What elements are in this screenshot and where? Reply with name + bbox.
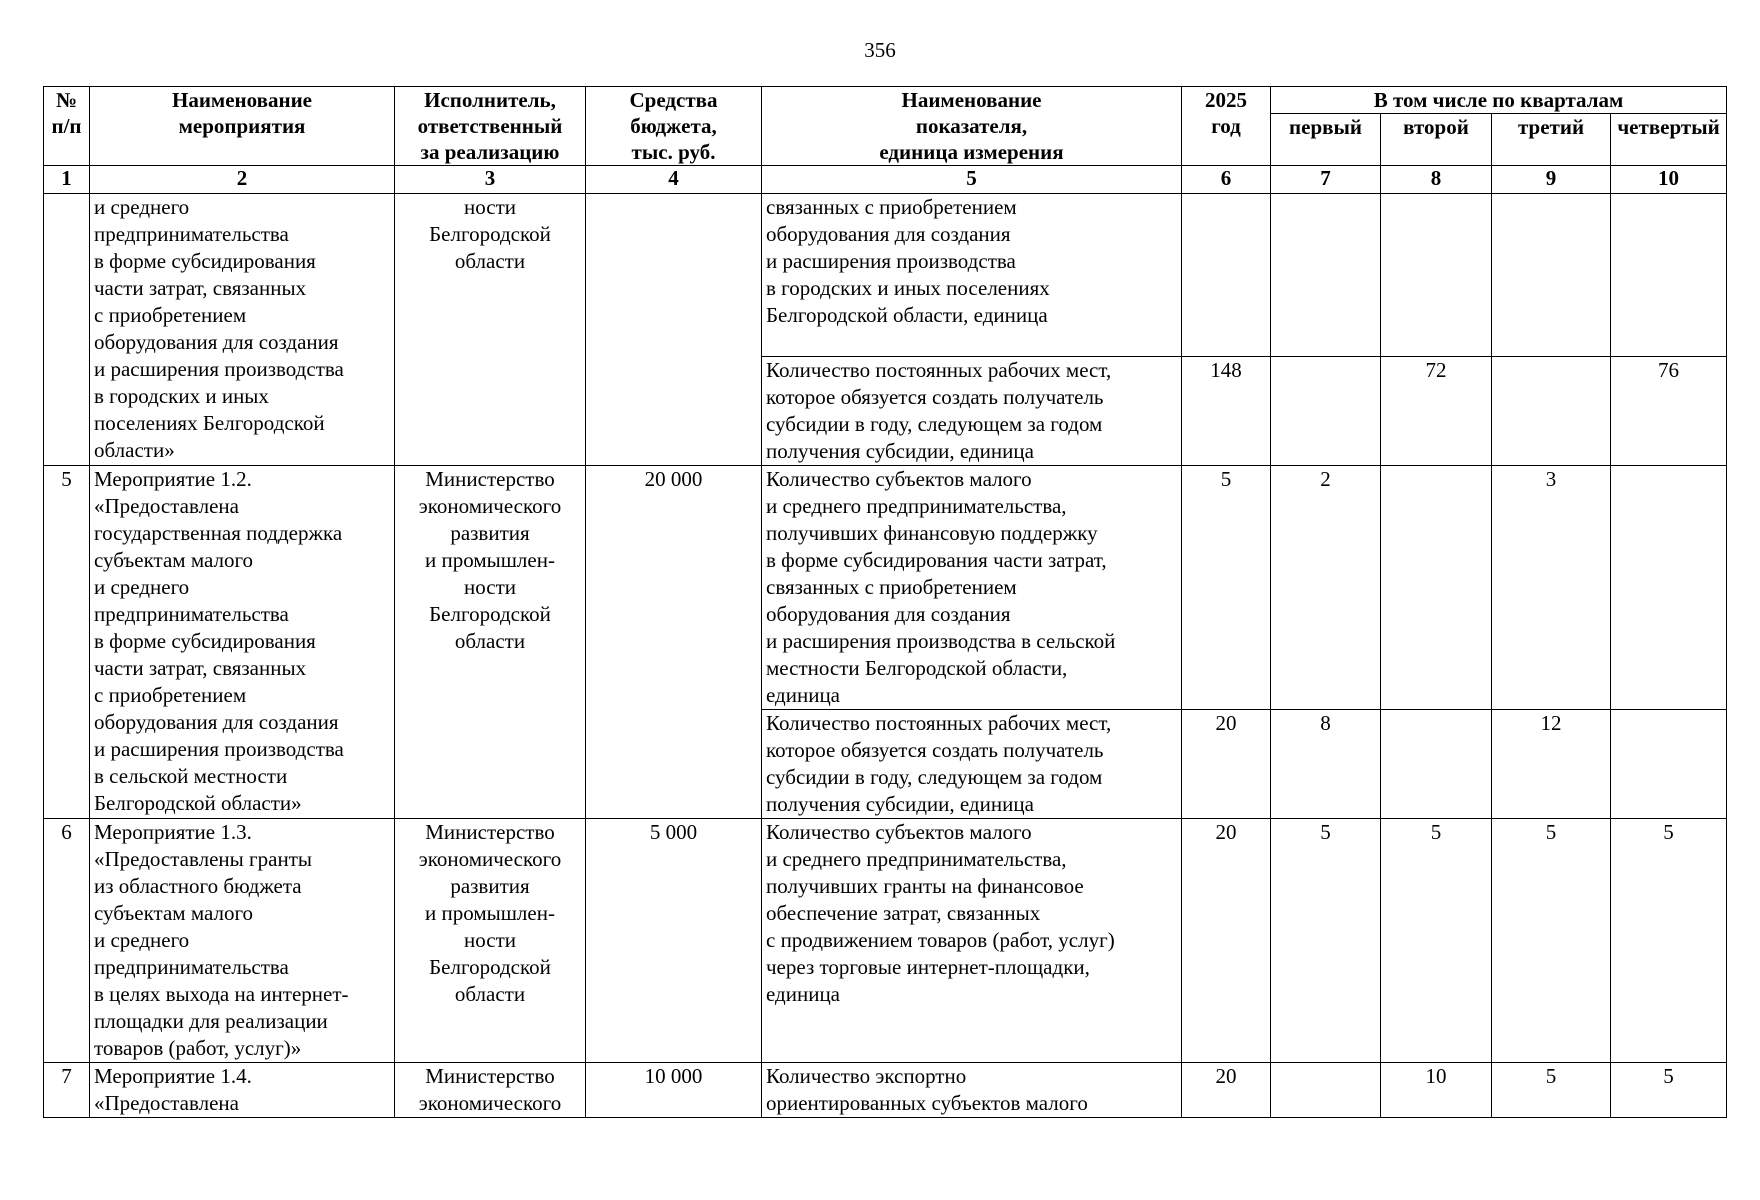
indicator-q2 bbox=[1381, 194, 1492, 357]
indicator-q2 bbox=[1381, 466, 1492, 710]
event-name: Мероприятие 1.3. «Предоставлены гранты из областного бюджета субъектам малого и среднего предпринимательства в целях выхода на интернет- площадки для реализации товаров (работ, услуг)» bbox=[90, 819, 395, 1063]
indicator-q1 bbox=[1271, 1063, 1381, 1118]
indicator-q3 bbox=[1492, 194, 1611, 357]
column-number: 2 bbox=[90, 166, 395, 194]
column-number: 8 bbox=[1381, 166, 1492, 194]
column-number: 1 bbox=[44, 166, 90, 194]
indicator-q3: 12 bbox=[1492, 710, 1611, 819]
indicator-year: 5 bbox=[1182, 466, 1271, 710]
event-name: Мероприятие 1.2. «Предоставлена государственная поддержка субъектам малого и среднего предпринимательства в форме субсидирования части затрат, связанных с приобретением оборудования для создания и расширения производства в сельской местности Белгородской области» bbox=[90, 466, 395, 819]
indicator-name: Количество субъектов малого и среднего предпринимательства, получивших финансовую поддержку в форме субсидирования части затрат, связанных с приобретением оборудования для создания и расширения производства в сельской местности Белгородской области, единица bbox=[762, 466, 1182, 710]
indicator-q1: 8 bbox=[1271, 710, 1381, 819]
indicator-name: Количество постоянных рабочих мест, которое обязуется создать получатель субсидии в году, следующем за годом получения субсидии, единица bbox=[762, 357, 1182, 466]
indicator-q2: 5 bbox=[1381, 819, 1492, 1063]
column-numbers-row bbox=[44, 166, 1727, 194]
column-number: 5 bbox=[762, 166, 1182, 194]
column-number: 3 bbox=[395, 166, 586, 194]
executor: Министерство экономического развития и промышлен- ности Белгородской области bbox=[395, 819, 586, 1063]
indicator-q3: 5 bbox=[1492, 1063, 1611, 1118]
column-number: 10 bbox=[1611, 166, 1727, 194]
row-num: 7 bbox=[44, 1063, 90, 1118]
table-row bbox=[44, 466, 1727, 710]
indicator-q4 bbox=[1611, 710, 1727, 819]
indicator-q1: 5 bbox=[1271, 819, 1381, 1063]
header-row bbox=[44, 87, 1727, 114]
header-budget: Средства бюджета, тыс. руб. bbox=[586, 87, 762, 166]
indicator-q4 bbox=[1611, 466, 1727, 710]
header-q2: второй bbox=[1381, 114, 1492, 166]
executor: ности Белгородской области bbox=[395, 194, 586, 466]
event-name: Мероприятие 1.4. «Предоставлена bbox=[90, 1063, 395, 1118]
indicator-year: 148 bbox=[1182, 357, 1271, 466]
indicator-name: связанных с приобретением оборудования для создания и расширения производства в городских и иных поселениях Белгородской области, единица bbox=[762, 194, 1182, 357]
indicator-q4: 76 bbox=[1611, 357, 1727, 466]
budget bbox=[586, 194, 762, 466]
indicator-year: 20 bbox=[1182, 1063, 1271, 1118]
indicator-q2: 10 bbox=[1381, 1063, 1492, 1118]
indicator-q3 bbox=[1492, 357, 1611, 466]
executor: Министерство экономического bbox=[395, 1063, 586, 1118]
indicator-year: 20 bbox=[1182, 819, 1271, 1063]
indicator-q3: 3 bbox=[1492, 466, 1611, 710]
budget: 10 000 bbox=[586, 1063, 762, 1118]
column-number: 9 bbox=[1492, 166, 1611, 194]
indicator-q3: 5 bbox=[1492, 819, 1611, 1063]
event-name: и среднего предпринимательства в форме субсидирования части затрат, связанных с приобретением оборудования для создания и расширения производства в городских и иных поселениях Белгородской области» bbox=[90, 194, 395, 466]
indicator-q2: 72 bbox=[1381, 357, 1492, 466]
header-num: № п/п bbox=[44, 87, 90, 166]
column-number: 4 bbox=[586, 166, 762, 194]
row-num: 5 bbox=[44, 466, 90, 819]
header-event-name: Наименование мероприятия bbox=[90, 87, 395, 166]
header-q4: четвертый bbox=[1611, 114, 1727, 166]
indicator-q1 bbox=[1271, 194, 1381, 357]
column-number: 7 bbox=[1271, 166, 1381, 194]
budget: 5 000 bbox=[586, 819, 762, 1063]
indicator-q1: 2 bbox=[1271, 466, 1381, 710]
indicator-q1 bbox=[1271, 357, 1381, 466]
indicator-year bbox=[1182, 194, 1271, 357]
table-row bbox=[44, 819, 1727, 1063]
indicator-q4 bbox=[1611, 194, 1727, 357]
table-row bbox=[44, 1063, 1727, 1118]
table-row bbox=[44, 194, 1727, 357]
header-executor: Исполнитель, ответственный за реализацию bbox=[395, 87, 586, 166]
header-quarters-group: В том числе по кварталам bbox=[1271, 87, 1727, 114]
header-q3: третий bbox=[1492, 114, 1611, 166]
budget: 20 000 bbox=[586, 466, 762, 819]
events-table bbox=[43, 86, 1727, 1118]
header-year: 2025 год bbox=[1182, 87, 1271, 166]
row-num bbox=[44, 194, 90, 466]
header-q1: первый bbox=[1271, 114, 1381, 166]
indicator-name: Количество субъектов малого и среднего предпринимательства, получивших гранты на финансовое обеспечение затрат, связанных с продвижением товаров (работ, услуг) через торговые интернет-площадки, единица bbox=[762, 819, 1182, 1063]
indicator-name: Количество экспортно ориентированных субъектов малого bbox=[762, 1063, 1182, 1118]
indicator-q4: 5 bbox=[1611, 819, 1727, 1063]
header-indicator: Наименование показателя, единица измерения bbox=[762, 87, 1182, 166]
executor: Министерство экономического развития и промышлен- ности Белгородской области bbox=[395, 466, 586, 819]
indicator-q2 bbox=[1381, 710, 1492, 819]
indicator-q4: 5 bbox=[1611, 1063, 1727, 1118]
indicator-name: Количество постоянных рабочих мест, которое обязуется создать получатель субсидии в году, следующем за годом получения субсидии, единица bbox=[762, 710, 1182, 819]
row-num: 6 bbox=[44, 819, 90, 1063]
page-number: 356 bbox=[864, 38, 896, 62]
column-number: 6 bbox=[1182, 166, 1271, 194]
indicator-year: 20 bbox=[1182, 710, 1271, 819]
